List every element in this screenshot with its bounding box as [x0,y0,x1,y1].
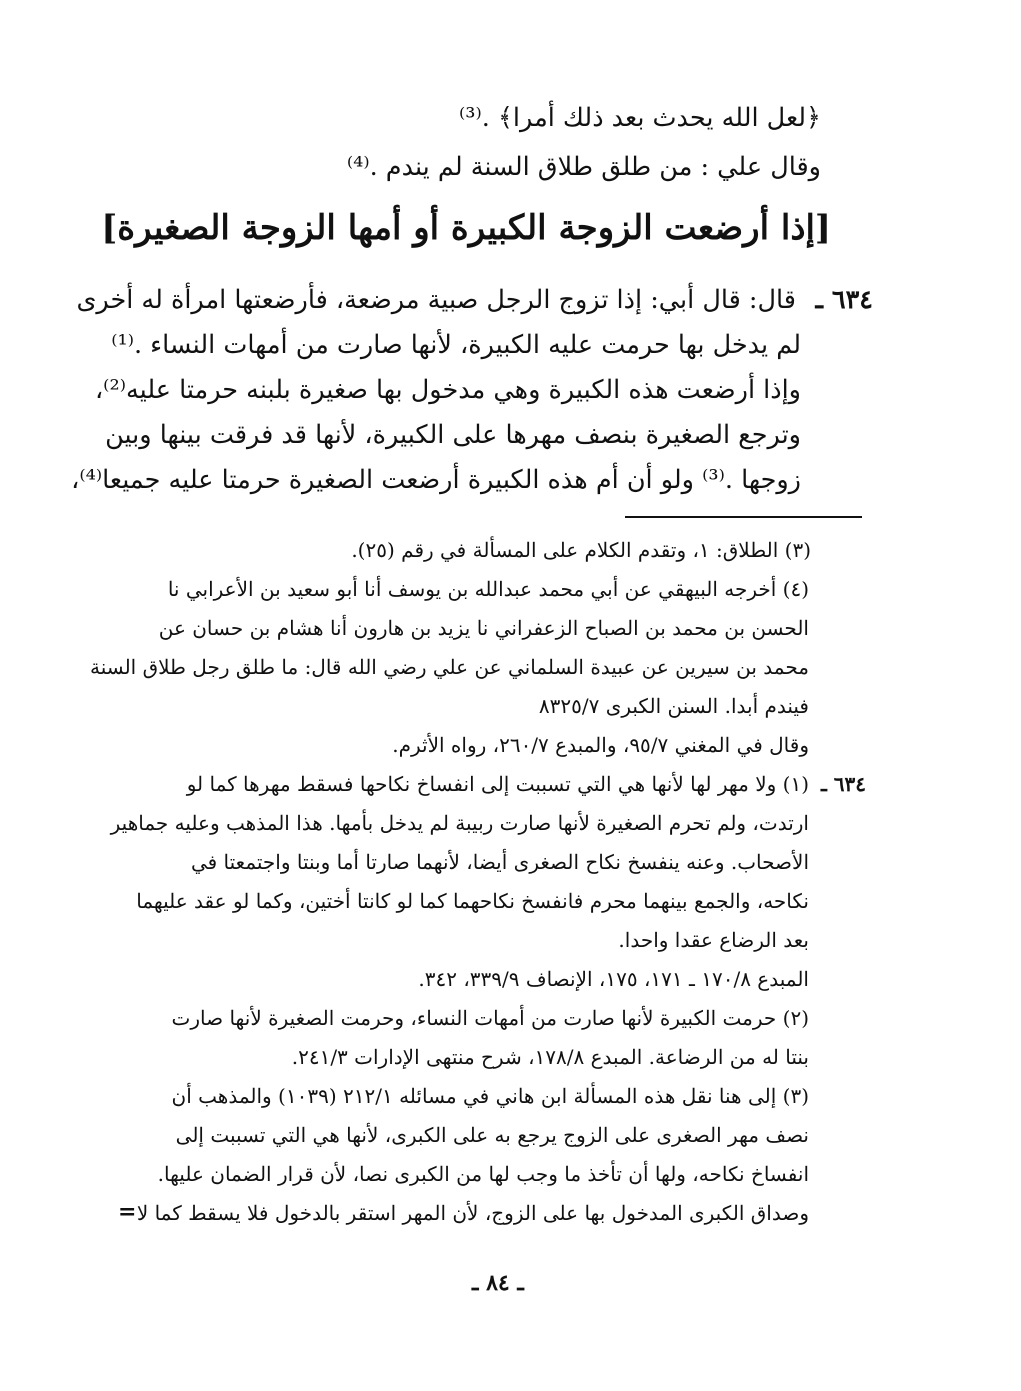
body-line-4: وترجع الصغيرة بنصف مهرها على الكبيرة، لأنها قد فرقت بينها وبين [105,420,801,450]
body-line-5: زوجها .⁽³⁾ ولو أن أم هذه الكبيرة أرضعت الصغيرة حرمتا عليه جميعا⁽⁴⁾، [71,465,801,495]
section-title: [إذا أرضعت الزوجة الكبيرة أو أمها الزوجة الصغيرة] [101,208,831,248]
footnote-line: بنتا له من الرضاعة. المبدع ١٧٨/٨، شرح منتهى الإدارات ٢٤١/٣. [291,1045,809,1069]
footnote-line: (٤) أخرجه البيهقي عن أبي محمد عبدالله بن يوسف أنا أبو سعيد بن الأعرابي نا [167,577,809,601]
footnote-number: ٦٣٤ ـ [820,772,866,796]
body-line-1: قال: قال أبي: إذا تزوج الرجل صبية مرضعة، فأرضعتها امرأة له أخرى [76,285,796,315]
footnote-line: (٣) الطلاق: ١، وتقدم الكلام على المسألة في رقم (٢٥). [351,538,811,562]
footnote-line: الأصحاب. وعنه ينفسخ نكاح الصغرى أيضا، لأنهما صارتا أما وبنتا واجتمعتا في [190,850,809,874]
footnote-line: نصف مهر الصغرى على الزوج يرجع به على الكبرى، لأنها هي التي تسببت إلى [175,1123,809,1147]
top-line-1: ﴿لعل الله يحدث بعد ذلك أمرا﴾ .⁽³⁾ [459,103,821,133]
footnote-line: الحسن بن محمد بن الصباح الزعفراني نا يزيد بن هارون أنا هشام بن حسان عن [158,616,809,640]
item-number: ٦٣٤ ـ [815,285,873,315]
continuation-mark: = [118,1199,137,1225]
footnote-line: وقال في المغني ٩٥/٧، والمبدع ٢٦٠/٧، رواه الأثرم. [392,733,809,757]
footnote-separator [625,516,862,518]
footnote-line: نكاحه، والجمع بينهما محرم فانفسخ نكاحهما كما لو كانتا أختين، وكما لو عقد عليهما [136,889,809,913]
top-line-2: وقال علي : من طلق طلاق السنة لم يندم .⁽⁴⁾ [346,152,821,182]
footnote-line: (١) ولا مهر لها لأنها هي التي تسببت إلى انفساخ نكاحها فسقط مهرها كما لو [186,772,809,796]
body-line-2: لم يدخل بها حرمت عليه الكبيرة، لأنها صارت من أمهات النساء .⁽¹⁾ [111,330,801,360]
footnote-line: محمد بن سيرين عن عبيدة السلماني عن علي رضي الله قال: ما طلق رجل طلاق السنة [89,655,809,679]
footnote-line: (٢) حرمت الكبيرة لأنها صارت من أمهات النساء، وحرمت الصغيرة لأنها صارت [171,1006,809,1030]
body-line-3: وإذا أرضعت هذه الكبيرة وهي مدخول بها صغيرة بلبنه حرمتا عليه⁽²⁾، [94,375,801,405]
footnote-line: المبدع ١٧٠/٨ ـ ١٧١، ١٧٥، الإنصاف ٣٣٩/٩، ٣٤٢. [418,967,809,991]
page-number: ـ ٨٤ ـ [472,1270,524,1296]
footnote-line: انفساخ نكاحه، ولها أن تأخذ ما وجب لها من الكبرى نصا، لأن قرار الضمان عليها. [157,1162,809,1186]
footnote-line: (٣) إلى هنا نقل هذه المسألة ابن هاني في مسائله ٢١٢/١ (١٠٣٩) والمذهب أن [171,1084,809,1108]
footnote-line: فيندم أبدا. السنن الكبرى ٨٣٢٥/٧ [538,694,809,718]
footnote-line: ارتدت، ولم تحرم الصغيرة لأنها صارت ربيبة لم يدخل بأمها. هذا المذهب وعليه جماهير [110,811,809,835]
footnote-line: وصداق الكبرى المدخول بها على الزوج، لأن المهر استقر بالدخول فلا يسقط كما لا [136,1201,809,1225]
footnote-line: بعد الرضاع عقدا واحدا. [618,928,809,952]
